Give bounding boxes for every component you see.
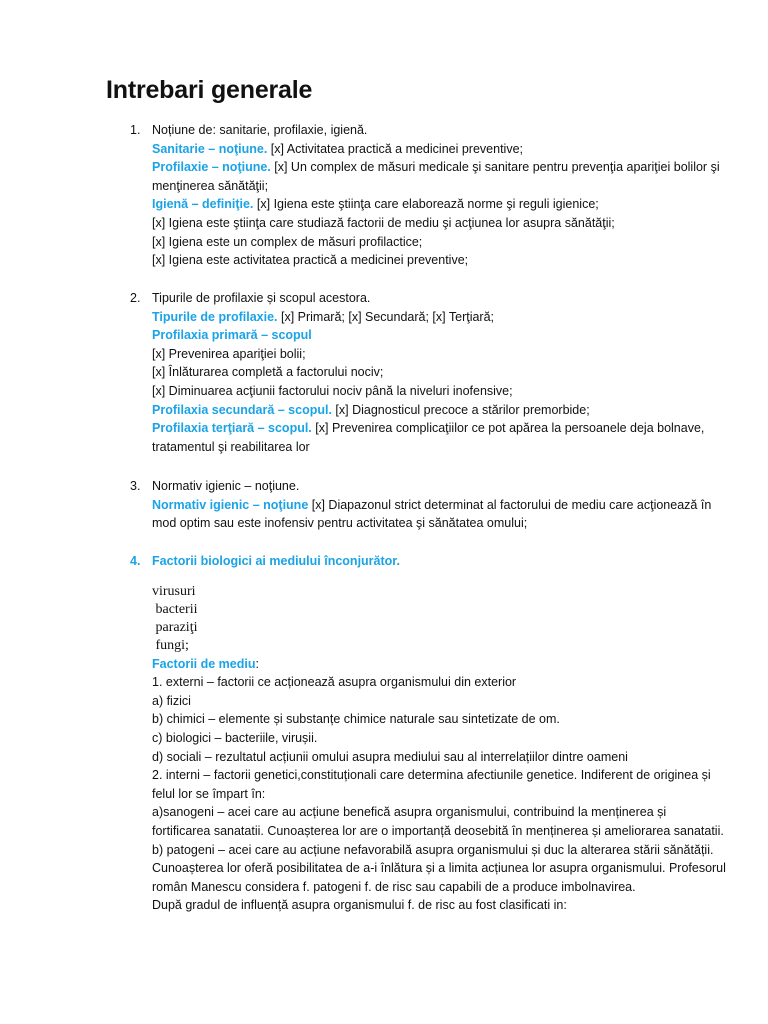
bio-item: bacterii (152, 601, 198, 617)
answer-label: Tipurile de profilaxie. (152, 309, 278, 324)
question-number: 1. (130, 123, 141, 137)
answer-line: [x] Înlăturarea completă a factorului nociv; (152, 365, 384, 380)
page-title: Intrebari generale (106, 76, 313, 104)
answer-line: Profilaxia terţiară – scopul. [x] Prevenirea complicaţiilor ce pot apărea la persoanele deja bolnave, tratamentul şi reabilitarea lor (152, 421, 705, 454)
text-line: d) sociali – rezultatul acțiunii omului asupra mediului sau al interrelațiilor dintre oameni (152, 749, 628, 764)
answer-line: Sanitarie – noţiune. [x] Activitatea practică a medicinei preventive; (152, 141, 523, 156)
answer-label: Sanitarie – noţiune. (152, 141, 268, 156)
question-text: Normativ igienic – noţiune. (152, 479, 300, 493)
paragraph: b) patogeni – acei care au acțiune nefavorabilă asupra organismului și duc la alterarea stării sănătății. Cunoașterea lor oferă posibilitatea de a-i înlătura și a limita acțiunea lor asupra organismului. Profesorul român Manescu considera f. patogeni f. de risc sau capabili de a produce imbolnavirea. (152, 842, 726, 894)
answer-line: [x] Igiena este ştiinţa care studiază factorii de mediu şi acţiunea lor asupra sănătăţii; (152, 215, 615, 230)
answer-line: Profilaxie – noţiune. [x] Un complex de măsuri medicale şi sanitare pentru prevenţia apariţiei bolilor şi menţinerea sănătăţii; (152, 160, 720, 193)
question-4 (106, 552, 726, 915)
text-line: 1. externi – factorii ce acționează asupra organismului din exterior (152, 675, 517, 690)
answer-line: [x] Igiena este activitatea practică a medicinei preventive; (152, 253, 469, 268)
answer-line: [x] Igiena este un complex de măsuri profilactice; (152, 234, 423, 249)
answer-label: Normativ igienic – noţiune (152, 497, 309, 512)
answer-line: Tipurile de profilaxie. [x] Primară; [x] Secundară; [x] Terţiară; (152, 309, 495, 324)
paragraph: a)sanogeni – acei care au acțiune benefică asupra organismului, contribuind la menținerea și fortificarea sanatatii. Cunoașterea lor are o importanță deosebită în menținerea și ameliorarea sanatatii. (152, 805, 724, 838)
text-line: a) fizici (152, 693, 191, 708)
answer-label: Profilaxia primară – scopul (152, 328, 312, 343)
question-text: Factorii biologici ai mediului înconjurător. (152, 554, 400, 568)
question-1 (106, 121, 726, 270)
question-number: 2. (130, 291, 141, 305)
answer-label: Profilaxie – noţiune. (152, 160, 271, 175)
bio-item: virusuri (152, 583, 196, 599)
bio-item: paraziţi (152, 619, 198, 635)
bio-item: fungi; (152, 637, 189, 653)
answer-label: Igienă – definiţie. (152, 197, 254, 212)
section-label: Factorii de mediu: (152, 656, 259, 671)
question-text: Tipurile de profilaxie și scopul acestora. (152, 291, 371, 305)
question-text: Noțiune de: sanitarie, profilaxie, igienă. (152, 123, 368, 137)
answer-line: [x] Prevenirea apariţiei bolii; (152, 346, 306, 361)
text-line: c) biologici – bacteriile, virușii. (152, 730, 318, 745)
paragraph: După gradul de influență asupra organismului f. de risc au fost clasificati in: (152, 898, 567, 913)
question-2 (106, 289, 726, 456)
question-3 (106, 477, 726, 533)
answer-label: Profilaxia secundară – scopul. (152, 402, 332, 417)
text-line: b) chimici – elemente și substanțe chimice naturale sau sintetizate de om. (152, 712, 560, 727)
answer-line: Profilaxia secundară – scopul. [x] Diagnosticul precoce a stărilor premorbide; (152, 402, 590, 417)
paragraph: 2. interni – factorii genetici,constituționali care determina afectiunile genetice. Indiferent de originea și felul lor se împart în: (152, 768, 711, 801)
question-number: 3. (130, 479, 141, 493)
answer-line: [x] Diminuarea acţiunii factorului nociv până la niveluri inofensive; (152, 383, 513, 398)
question-number: 4. (130, 554, 141, 568)
answer-line: Normativ igienic – noţiune [x] Diapazonul strict determinat al factorului de mediu care acţionează în mod optim sau este inofensiv pentru activitatea şi sănătatea omului; (152, 497, 712, 531)
answer-label: Profilaxia terţiară – scopul. (152, 421, 312, 436)
answer-line: Igienă – definiţie. [x] Igiena este ştiinţa care elaborează norme şi reguli igienice; (152, 197, 599, 212)
